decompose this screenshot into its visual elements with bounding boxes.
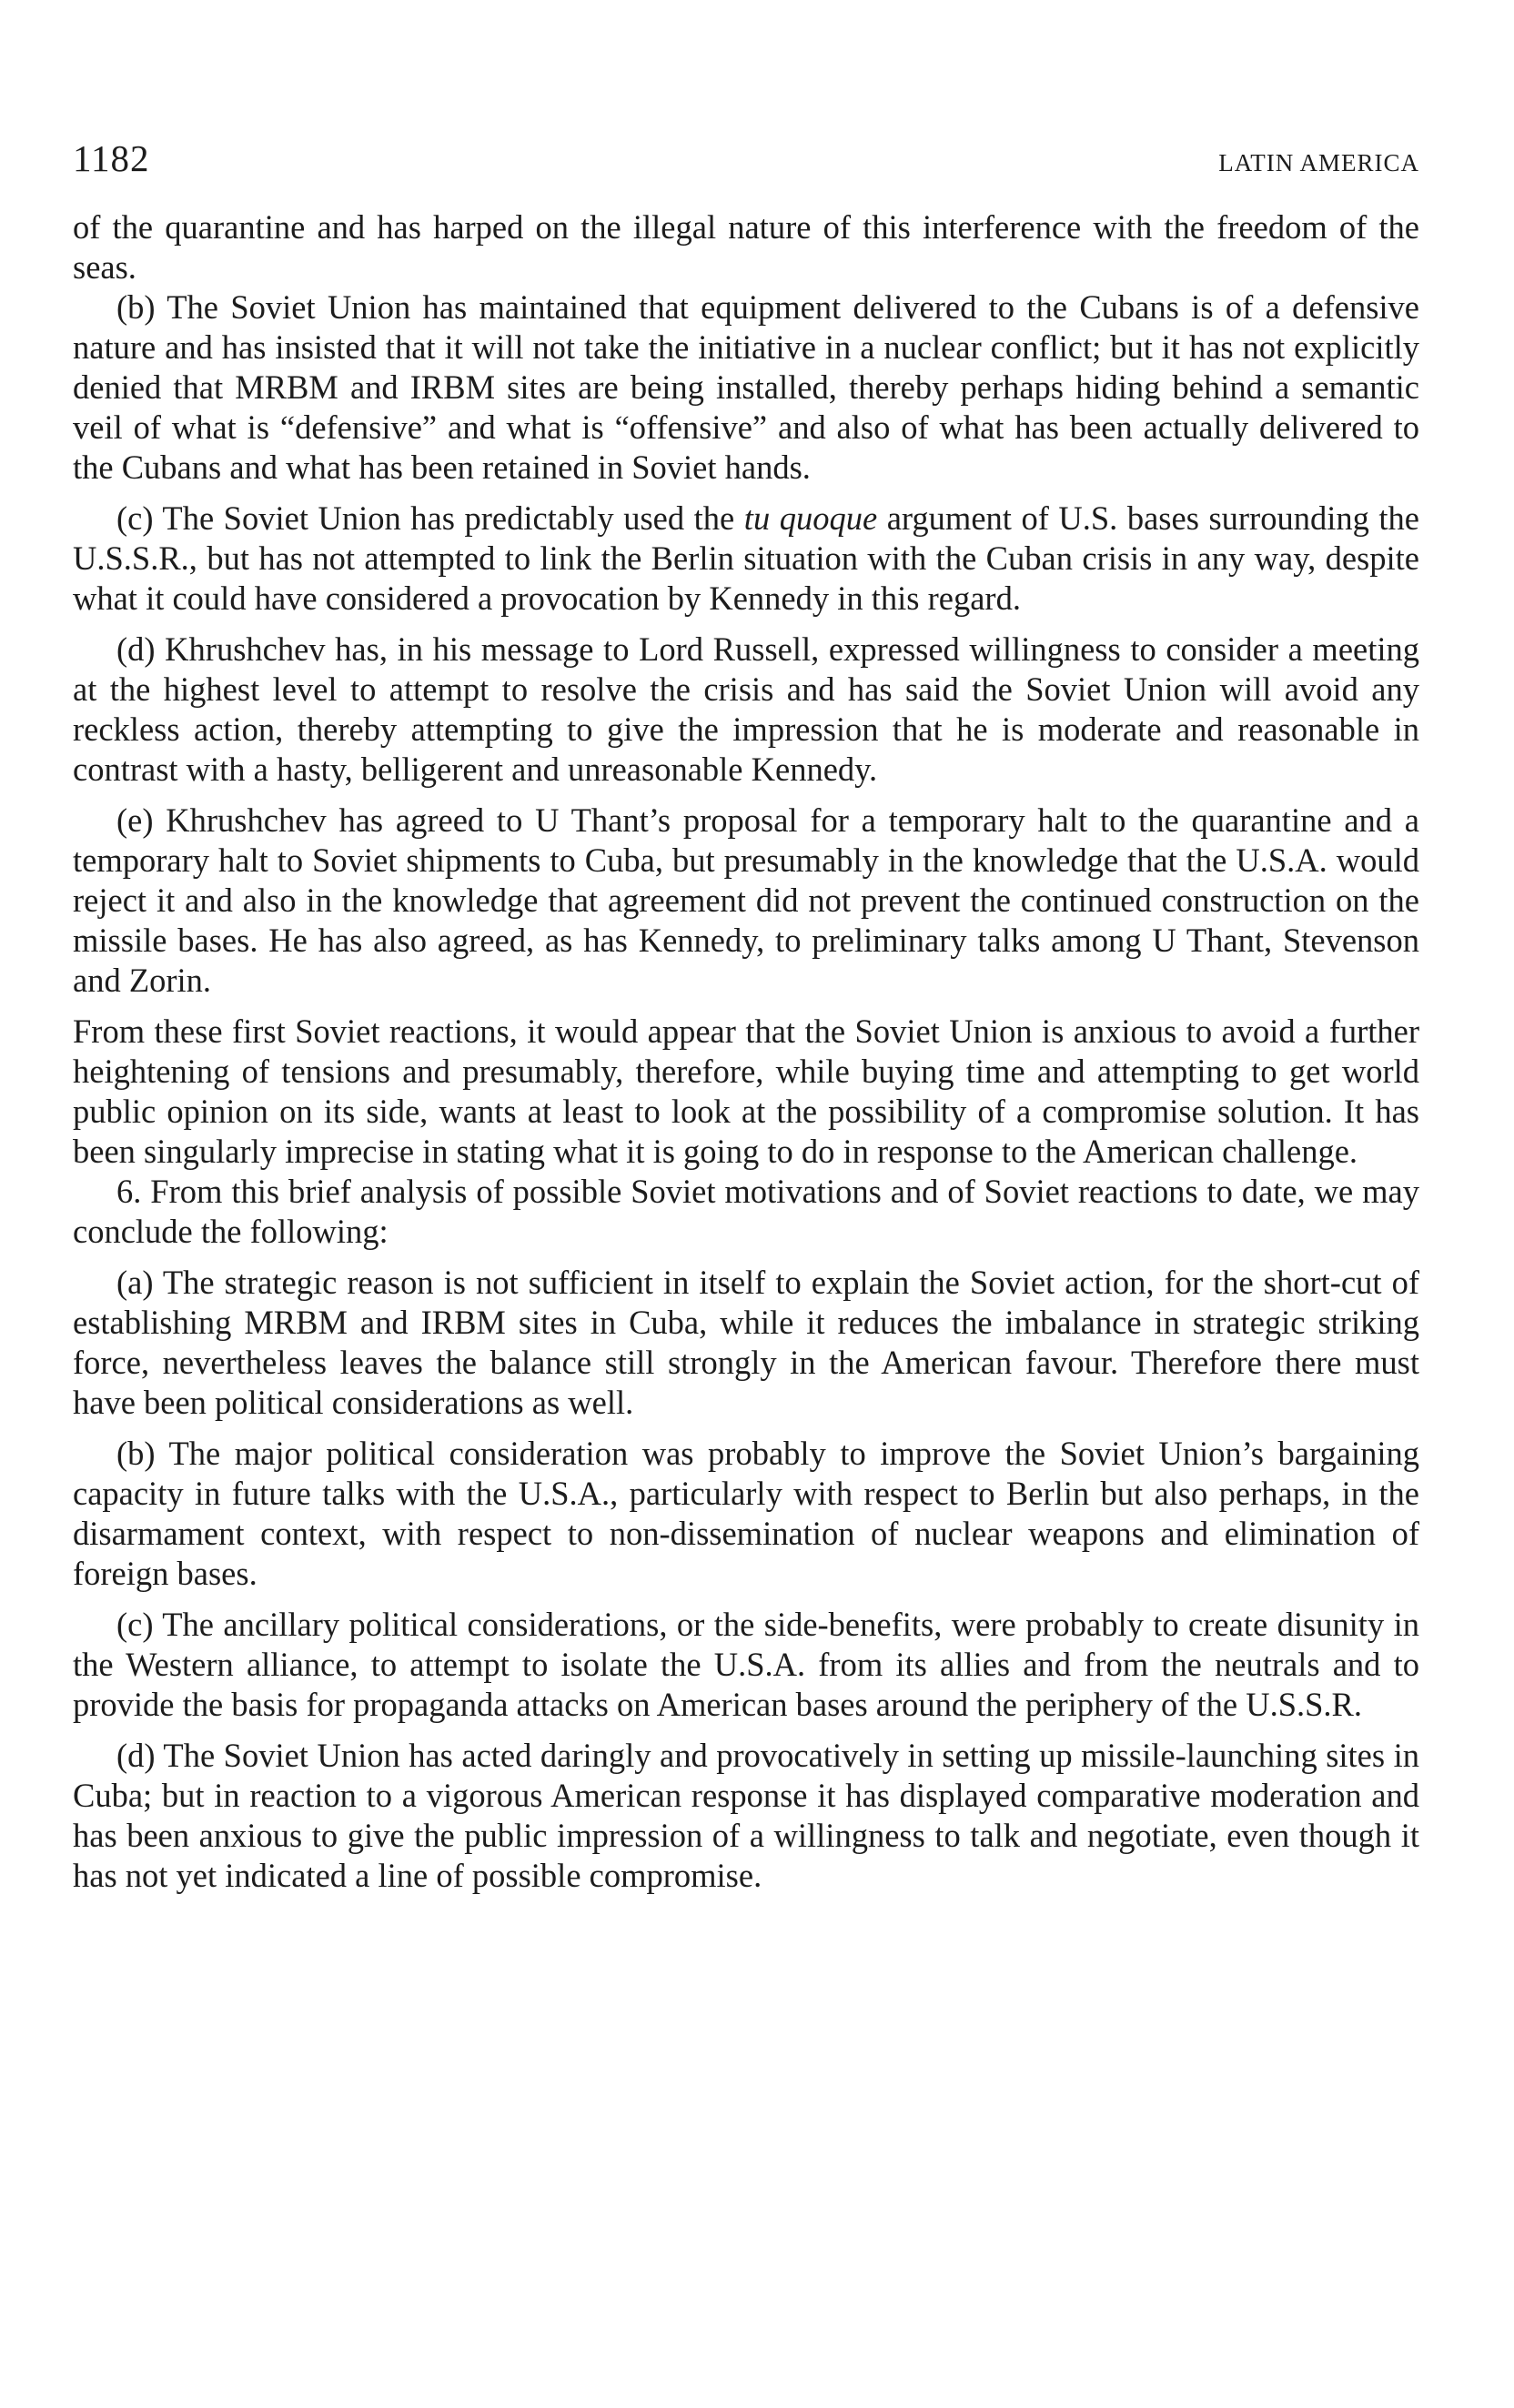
paragraph-6: 6. From this brief analysis of possible Soviet motivations and of Soviet reactions to date, we may conclude the following:: [73, 1173, 1419, 1250]
paragraph-continuation: of the quarantine and has harped on the illegal nature of this interference with the freedom of the seas.: [73, 208, 1419, 286]
paragraph-5e: (e) Khrushchev has agreed to U Thant’s proposal for a temporary halt to the quarantine and a temporary halt to Soviet shipments to Cuba, but presumably in the knowledge that the U.S.A. would reject it and also in the knowledge that agreement did not prevent the continued construction on the missile bases. He has also agreed, as has Kennedy, to preliminary talks among U Thant, Stevenson and Zorin.: [73, 801, 1419, 999]
paragraph-5c: [73, 499, 1419, 619]
running-head: [73, 136, 1419, 200]
paragraph-5c-italic: tu quoque: [743, 499, 878, 537]
paragraph-6b: (b) The major political consideration was probably to improve the Soviet Union’s bargaining capacity in future talks with the U.S.A., particularly with respect to Berlin but also perhaps, in the disarmament context, with respect to non-dissemination of nuclear weapons and elimination of foreign bases.: [73, 1435, 1419, 1592]
body-text: [73, 207, 1419, 1896]
paragraph-5b: (b) The Soviet Union has maintained that equipment delivered to the Cubans is of a defensive nature and has insisted that it will not take the initiative in a nuclear conflict; but it has not explicitly denied that MRBM and IRBM sites are being installed, thereby perhaps hiding behind a semantic veil of what is “defensive” and what is “offensive” and also of what has been actually delivered to the Cubans and what has been retained in Soviet hands.: [73, 288, 1419, 486]
paragraph-6d: (d) The Soviet Union has acted daringly and provocatively in setting up missile-launching sites in Cuba; but in reaction to a vigorous American response it has displayed comparative moderation and has been anxious to give the public impression of a willingness to talk and negotiate, even though it has not yet indicated a line of possible compromise.: [73, 1737, 1419, 1894]
paragraph-6c: (c) The ancillary political considerations, or the side-benefits, were probably to create disunity in the Western alliance, to attempt to isolate the U.S.A. from its allies and from the neutrals and to provide the basis for propaganda attacks on American bases around the periphery of the U.S.S.R.: [73, 1606, 1419, 1723]
page-number: 1182: [73, 137, 150, 179]
paragraph-5d: (d) Khrushchev has, in his message to Lord Russell, expressed willingness to consider a meeting at the highest level to attempt to resolve the crisis and has said the Soviet Union will avoid any reckless action, thereby attempting to give the impression that he is moderate and reasonable in contrast with a hasty, belligerent and unreasonable Kennedy.: [73, 630, 1419, 788]
running-title: LATIN AMERICA: [1218, 149, 1419, 176]
paragraph-6a: (a) The strategic reason is not sufficient in itself to explain the Soviet action, for the short-cut of establishing MRBM and IRBM sites in Cuba, while it reduces the imbalance in strategic striking force, nevertheless leaves the balance still strongly in the American favour. Therefore there must have been political considerations as well.: [73, 1264, 1419, 1421]
paragraph-5c-end: argument of U.S. bases surrounding the U.S.S.R., but has not attempted to link the Berlin situation with the Cuban crisis in any way, despite what it could have considered a provocation by Kennedy in this regard.: [73, 499, 1419, 617]
paragraph-summary: From these first Soviet reactions, it would appear that the Soviet Union is anxious to avoid a further heightening of tensions and presumably, therefore, while buying time and attempting to get world public opinion on its side, wants at least to look at the possibility of a compromise solution. It has been singularly imprecise in stating what it is going to do in response to the American challenge.: [73, 1013, 1419, 1170]
paragraph-5c-start: (c) The Soviet Union has predictably used the: [116, 499, 744, 537]
document-page: [73, 136, 1419, 1896]
